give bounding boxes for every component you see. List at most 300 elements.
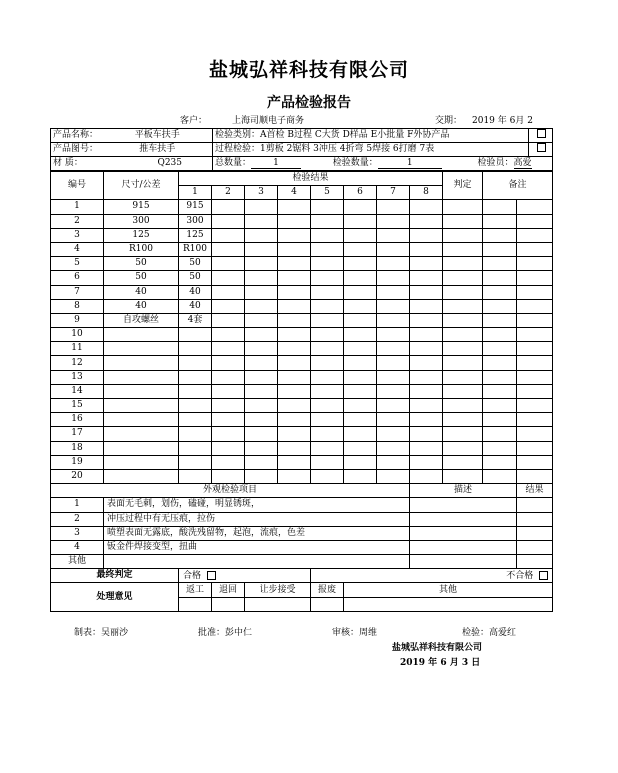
row-result-cell[interactable] — [344, 455, 377, 469]
row-remark-2[interactable] — [517, 399, 553, 413]
row-result-cell[interactable] — [344, 342, 377, 356]
row-result-cell[interactable] — [377, 469, 410, 483]
row-result-cell[interactable] — [410, 356, 443, 370]
inspect-qty: 1 — [378, 159, 442, 169]
row-result-cell[interactable] — [377, 271, 410, 285]
row-no: 8 — [51, 299, 104, 313]
row-result-cell[interactable] — [245, 328, 278, 342]
row-result-1 — [179, 384, 212, 398]
row-judge[interactable] — [443, 413, 483, 427]
row-result-cell[interactable] — [212, 356, 245, 370]
row-result-cell[interactable] — [245, 242, 278, 256]
appearance-rows — [51, 498, 553, 555]
row-result-cell[interactable] — [377, 384, 410, 398]
row-result-cell[interactable] — [410, 455, 443, 469]
row-result-cell[interactable] — [245, 427, 278, 441]
row-size — [104, 328, 179, 342]
row-size — [104, 413, 179, 427]
row-judge[interactable] — [443, 427, 483, 441]
row-result-cell[interactable] — [410, 214, 443, 228]
row-no: 20 — [51, 469, 104, 483]
row-remark[interactable] — [483, 313, 517, 327]
row-remark-2[interactable] — [517, 455, 553, 469]
appearance-result[interactable] — [517, 498, 553, 512]
row-size: R100 — [104, 242, 179, 256]
row-result-cell[interactable] — [311, 214, 344, 228]
row-judge[interactable] — [443, 384, 483, 398]
appearance-item: 冲压过程中有无压痕，拉伤 — [104, 512, 410, 526]
row-remark-2[interactable] — [517, 427, 553, 441]
fail-option[interactable] — [311, 569, 553, 583]
row-result-cell[interactable] — [212, 455, 245, 469]
row-no: 12 — [51, 356, 104, 370]
appearance-desc[interactable] — [410, 498, 517, 512]
row-result-cell[interactable] — [212, 413, 245, 427]
result-col-header: 2 — [212, 186, 245, 200]
row-remark-2[interactable] — [517, 228, 553, 242]
row-result-cell[interactable] — [410, 200, 443, 214]
row-result-cell[interactable] — [278, 299, 311, 313]
delivery-date: 2019 年 6月 2 — [472, 116, 533, 126]
approver: 批准：彭中仁 — [198, 628, 253, 638]
row-result-cell[interactable] — [278, 328, 311, 342]
row-result-cell[interactable] — [245, 399, 278, 413]
table-row — [51, 370, 553, 384]
row-result-cell[interactable] — [410, 328, 443, 342]
row-result-cell[interactable] — [278, 441, 311, 455]
row-result-cell[interactable] — [410, 271, 443, 285]
row-result-cell[interactable] — [245, 257, 278, 271]
row-remark[interactable] — [483, 328, 517, 342]
quantity-cell — [213, 157, 553, 171]
table-row — [51, 271, 553, 285]
row-remark[interactable] — [483, 214, 517, 228]
row-result-cell[interactable] — [245, 299, 278, 313]
inspect-qty-label: 检验数量： — [332, 157, 378, 168]
customer-label: 客户： — [180, 116, 208, 126]
row-result-cell[interactable] — [212, 370, 245, 384]
row-result-cell[interactable] — [410, 313, 443, 327]
row-judge[interactable] — [443, 469, 483, 483]
row-result-cell[interactable] — [311, 469, 344, 483]
table-row — [51, 469, 553, 483]
result-col-header: 8 — [410, 186, 443, 200]
row-result-1 — [179, 370, 212, 384]
row-result-cell[interactable] — [212, 242, 245, 256]
row-result-cell[interactable] — [311, 413, 344, 427]
pass-option[interactable] — [179, 569, 311, 583]
row-result-cell[interactable] — [278, 469, 311, 483]
table-row — [51, 441, 553, 455]
row-result-cell[interactable] — [245, 285, 278, 299]
row-result-cell[interactable] — [410, 384, 443, 398]
row-result-cell[interactable] — [344, 328, 377, 342]
row-no: 14 — [51, 384, 104, 398]
row-remark[interactable] — [483, 271, 517, 285]
row-size: 125 — [104, 228, 179, 242]
row-result-cell[interactable] — [278, 214, 311, 228]
row-remark-2[interactable] — [517, 285, 553, 299]
row-result-cell[interactable] — [212, 342, 245, 356]
row-result-cell[interactable] — [311, 384, 344, 398]
inspection-table — [50, 171, 553, 612]
row-size: 915 — [104, 200, 179, 214]
row-size: 40 — [104, 285, 179, 299]
row-result-cell[interactable] — [311, 228, 344, 242]
row-result-cell[interactable] — [311, 427, 344, 441]
row-result-cell[interactable] — [245, 228, 278, 242]
row-result-cell[interactable] — [377, 370, 410, 384]
pass-label: 合格 — [183, 570, 202, 581]
row-result-cell[interactable] — [311, 455, 344, 469]
row-result-cell[interactable] — [278, 413, 311, 427]
row-result-cell[interactable] — [212, 328, 245, 342]
row-remark[interactable] — [483, 399, 517, 413]
row-judge[interactable] — [443, 356, 483, 370]
table-row — [51, 427, 553, 441]
row-result-cell[interactable] — [344, 313, 377, 327]
pass-checkbox[interactable] — [207, 571, 216, 580]
row-result-cell[interactable] — [311, 299, 344, 313]
row-result-cell[interactable] — [410, 441, 443, 455]
row-remark-2[interactable] — [517, 370, 553, 384]
row-result-cell[interactable] — [311, 257, 344, 271]
row-no: 7 — [51, 285, 104, 299]
row-result-cell[interactable] — [377, 399, 410, 413]
row-result-cell[interactable] — [245, 469, 278, 483]
row-result-cell[interactable] — [344, 242, 377, 256]
row-remark[interactable] — [483, 427, 517, 441]
appearance-row — [51, 498, 553, 512]
row-result-cell[interactable] — [311, 441, 344, 455]
row-result-cell[interactable] — [311, 399, 344, 413]
row-result-cell[interactable] — [212, 228, 245, 242]
row-judge[interactable] — [443, 271, 483, 285]
row-remark-2[interactable] — [517, 214, 553, 228]
row-result-cell[interactable] — [278, 313, 311, 327]
row-result-cell[interactable] — [245, 313, 278, 327]
delivery-label: 交期： — [435, 116, 463, 126]
row-result-cell[interactable] — [245, 200, 278, 214]
row-no: 19 — [51, 455, 104, 469]
row-remark-2[interactable] — [517, 299, 553, 313]
row-remark[interactable] — [483, 285, 517, 299]
row-result-cell[interactable] — [245, 413, 278, 427]
appearance-result[interactable] — [517, 540, 553, 554]
row-result-cell[interactable] — [278, 384, 311, 398]
table-row — [51, 257, 553, 271]
row-result-cell[interactable] — [311, 285, 344, 299]
row-remark[interactable] — [483, 413, 517, 427]
row-result-cell[interactable] — [278, 228, 311, 242]
row-no: 5 — [51, 257, 104, 271]
result-col-header: 1 — [179, 186, 212, 200]
handling-label: 处理意见 — [51, 583, 179, 611]
row-remark-2[interactable] — [517, 356, 553, 370]
row-result-cell[interactable] — [212, 299, 245, 313]
appearance-no: 1 — [51, 498, 104, 512]
row-judge[interactable] — [443, 257, 483, 271]
row-result-cell[interactable] — [344, 399, 377, 413]
row-result-1 — [179, 413, 212, 427]
appearance-title: 外观检验项目 — [51, 484, 410, 498]
row-result-cell[interactable] — [344, 257, 377, 271]
row-result-cell[interactable] — [212, 427, 245, 441]
row-result-cell[interactable] — [311, 356, 344, 370]
row-result-cell[interactable] — [344, 370, 377, 384]
row-result-cell[interactable] — [278, 370, 311, 384]
row-result-cell[interactable] — [245, 455, 278, 469]
row-remark-2[interactable] — [517, 242, 553, 256]
product-drawing-label: 产品图号： — [51, 143, 103, 157]
row-no: 17 — [51, 427, 104, 441]
row-remark[interactable] — [483, 441, 517, 455]
row-result-cell[interactable] — [212, 257, 245, 271]
row-judge[interactable] — [443, 285, 483, 299]
row-remark[interactable] — [483, 242, 517, 256]
row-result-cell[interactable] — [278, 427, 311, 441]
row-result-cell[interactable] — [278, 455, 311, 469]
row-judge[interactable] — [443, 342, 483, 356]
row-result-cell[interactable] — [311, 328, 344, 342]
result-col-header: 7 — [377, 186, 410, 200]
row-result-cell[interactable] — [410, 299, 443, 313]
row-result-cell[interactable] — [344, 441, 377, 455]
row-judge[interactable] — [443, 370, 483, 384]
material: Q235 — [103, 157, 213, 171]
maker: 制表：吴丽沙 — [74, 628, 129, 638]
table-row — [51, 384, 553, 398]
row-result-cell[interactable] — [377, 242, 410, 256]
row-result-cell[interactable] — [377, 313, 410, 327]
row-judge[interactable] — [443, 328, 483, 342]
row-result-cell[interactable] — [212, 200, 245, 214]
result-col-header: 6 — [344, 186, 377, 200]
row-result-cell[interactable] — [377, 441, 410, 455]
row-result-cell[interactable] — [311, 313, 344, 327]
row-judge[interactable] — [443, 242, 483, 256]
row-result-1: 50 — [179, 257, 212, 271]
row-result-cell[interactable] — [377, 200, 410, 214]
row-result-1: 125 — [179, 228, 212, 242]
row-result-cell[interactable] — [377, 455, 410, 469]
row-result-cell[interactable] — [410, 257, 443, 271]
row-result-cell[interactable] — [278, 242, 311, 256]
row-result-cell[interactable] — [344, 228, 377, 242]
row-result-cell[interactable] — [377, 427, 410, 441]
customer-value: 上海司顺电子商务 — [232, 116, 305, 126]
row-result-cell[interactable] — [245, 370, 278, 384]
appearance-row — [51, 540, 553, 554]
row-result-cell[interactable] — [377, 356, 410, 370]
row-remark[interactable] — [483, 257, 517, 271]
row-result-cell[interactable] — [311, 342, 344, 356]
row-size — [104, 441, 179, 455]
appearance-desc[interactable] — [410, 540, 517, 554]
row-remark-2[interactable] — [517, 384, 553, 398]
row-result-cell[interactable] — [377, 299, 410, 313]
row-result-cell[interactable] — [212, 271, 245, 285]
row-no: 10 — [51, 328, 104, 342]
row-result-1: 50 — [179, 271, 212, 285]
row-result-cell[interactable] — [344, 427, 377, 441]
inspect-type-box-cell — [528, 129, 546, 142]
row-remark-2[interactable] — [517, 200, 553, 214]
row-judge[interactable] — [443, 200, 483, 214]
result-col-header: 5 — [311, 186, 344, 200]
row-remark[interactable] — [483, 228, 517, 242]
row-result-cell[interactable] — [278, 342, 311, 356]
row-judge[interactable] — [443, 313, 483, 327]
row-result-cell[interactable] — [245, 342, 278, 356]
row-result-cell[interactable] — [344, 413, 377, 427]
row-result-cell[interactable] — [212, 285, 245, 299]
appearance-desc-header: 描述 — [410, 484, 517, 498]
row-result-cell[interactable] — [344, 299, 377, 313]
row-remark-2[interactable] — [517, 328, 553, 342]
row-result-1 — [179, 455, 212, 469]
row-result-cell[interactable] — [377, 214, 410, 228]
row-judge[interactable] — [443, 299, 483, 313]
row-result-1: 4套 — [179, 313, 212, 327]
inspector: 高爱 — [513, 157, 532, 168]
row-result-1 — [179, 342, 212, 356]
row-result-cell[interactable] — [344, 384, 377, 398]
row-result-cell[interactable] — [344, 271, 377, 285]
row-remark[interactable] — [483, 384, 517, 398]
row-remark[interactable] — [483, 299, 517, 313]
row-remark-2[interactable] — [517, 313, 553, 327]
row-result-cell[interactable] — [311, 242, 344, 256]
return-option[interactable]: 退回 — [212, 583, 245, 597]
row-result-cell[interactable] — [410, 342, 443, 356]
row-judge[interactable] — [443, 399, 483, 413]
row-result-cell[interactable] — [245, 441, 278, 455]
row-result-1 — [179, 399, 212, 413]
col-results-header: 检验结果 — [179, 172, 443, 186]
row-result-cell[interactable] — [278, 257, 311, 271]
row-result-cell[interactable] — [212, 384, 245, 398]
row-result-cell[interactable] — [212, 313, 245, 327]
appearance-result[interactable] — [517, 526, 553, 540]
row-remark[interactable] — [483, 370, 517, 384]
row-judge[interactable] — [443, 441, 483, 455]
row-result-cell[interactable] — [212, 441, 245, 455]
result-col-header: 4 — [278, 186, 311, 200]
row-result-cell[interactable] — [377, 342, 410, 356]
row-result-cell[interactable] — [212, 469, 245, 483]
appearance-desc[interactable] — [410, 512, 517, 526]
row-result-cell[interactable] — [344, 285, 377, 299]
row-result-cell[interactable] — [377, 413, 410, 427]
row-no: 9 — [51, 313, 104, 327]
row-result-cell[interactable] — [377, 257, 410, 271]
row-result-cell[interactable] — [212, 399, 245, 413]
row-result-cell[interactable] — [410, 399, 443, 413]
row-result-cell[interactable] — [311, 271, 344, 285]
result-col-header: 3 — [245, 186, 278, 200]
row-result-cell[interactable] — [212, 214, 245, 228]
row-judge[interactable] — [443, 228, 483, 242]
row-remark[interactable] — [483, 342, 517, 356]
row-result-cell[interactable] — [410, 427, 443, 441]
row-remark[interactable] — [483, 356, 517, 370]
row-size: 自攻螺丝 — [104, 313, 179, 327]
row-remark-2[interactable] — [517, 413, 553, 427]
row-judge[interactable] — [443, 214, 483, 228]
checkbox[interactable] — [537, 143, 546, 152]
row-result-cell[interactable] — [344, 356, 377, 370]
row-result-cell[interactable] — [344, 200, 377, 214]
table-row — [51, 285, 553, 299]
row-result-cell[interactable] — [377, 228, 410, 242]
row-result-cell[interactable] — [410, 242, 443, 256]
row-result-cell[interactable] — [278, 271, 311, 285]
checkbox[interactable] — [537, 129, 546, 138]
appearance-result[interactable] — [517, 512, 553, 526]
appearance-row — [51, 526, 553, 540]
fail-checkbox[interactable] — [539, 571, 548, 580]
row-result-cell[interactable] — [278, 399, 311, 413]
row-size — [104, 427, 179, 441]
inspector-label: 检验员： — [477, 157, 514, 168]
concession-option[interactable]: 让步接受 — [245, 583, 311, 597]
row-judge[interactable] — [443, 455, 483, 469]
row-result-cell[interactable] — [377, 285, 410, 299]
table-row — [51, 200, 553, 214]
row-result-1: 40 — [179, 285, 212, 299]
row-remark-2[interactable] — [517, 342, 553, 356]
row-remark[interactable] — [483, 200, 517, 214]
rework-option[interactable]: 返工 — [179, 583, 212, 597]
checker: 检验：高爱红 — [462, 628, 517, 638]
col-size-header: 尺寸/公差 — [104, 172, 179, 200]
row-result-cell[interactable] — [245, 356, 278, 370]
row-result-cell[interactable] — [344, 469, 377, 483]
row-result-cell[interactable] — [377, 328, 410, 342]
appearance-desc[interactable] — [410, 526, 517, 540]
row-result-cell[interactable] — [410, 228, 443, 242]
row-result-cell[interactable] — [278, 285, 311, 299]
row-remark-2[interactable] — [517, 271, 553, 285]
row-no: 2 — [51, 214, 104, 228]
row-result-cell[interactable] — [410, 469, 443, 483]
row-remark[interactable] — [483, 469, 517, 483]
row-result-cell[interactable] — [245, 214, 278, 228]
row-remark[interactable] — [483, 455, 517, 469]
material-label: 材 质： — [51, 157, 103, 171]
row-result-cell[interactable] — [245, 271, 278, 285]
row-result-cell[interactable] — [278, 200, 311, 214]
row-result-cell[interactable] — [245, 384, 278, 398]
table-row — [51, 242, 553, 256]
row-result-cell[interactable] — [410, 370, 443, 384]
table-row — [51, 313, 553, 327]
row-result-cell[interactable] — [311, 200, 344, 214]
row-remark-2[interactable] — [517, 441, 553, 455]
row-result-cell[interactable] — [410, 285, 443, 299]
company-title: 盐城弘祥科技有限公司 — [208, 59, 409, 81]
row-result-cell[interactable] — [410, 413, 443, 427]
scrap-option[interactable]: 报废 — [311, 583, 344, 597]
row-result-cell[interactable] — [344, 214, 377, 228]
row-remark-2[interactable] — [517, 257, 553, 271]
row-result-cell[interactable] — [278, 356, 311, 370]
row-remark-2[interactable] — [517, 469, 553, 483]
appearance-item: 喷塑表面无露底，酸洗残留物，起泡，流痕，色差 — [104, 526, 410, 540]
appearance-item: 钣金件焊接变型，扭曲 — [104, 540, 410, 554]
row-result-cell[interactable] — [311, 370, 344, 384]
